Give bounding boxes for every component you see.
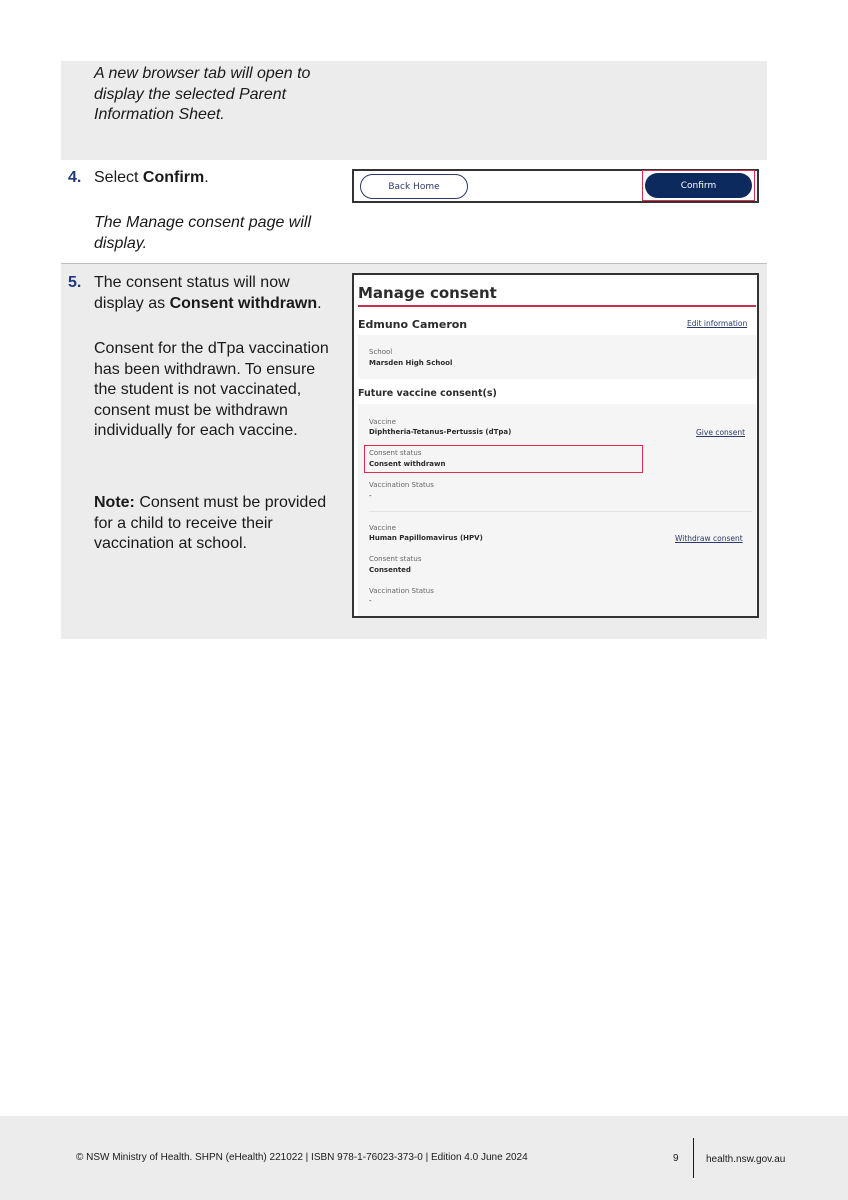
vaccine-label: Vaccine [369,418,396,426]
consent-withdrawn-keyword: Consent withdrawn [169,294,318,312]
vaccine-value: Diphtheria-Tetanus-Pertussis (dTpa) [369,428,512,436]
school-label: School [369,348,393,356]
step-instruction: The consent status will now display as Consent withdrawn. [94,274,322,312]
footer-divider [693,1138,694,1178]
edit-information-link[interactable]: Edit information [687,319,748,328]
withdrawal-explanation: Consent for the dTpa vaccination has been withdrawn. To ensure the student is not vaccinated, consent must be withdrawn individually for each vaccine. [94,340,329,439]
confirm-screenshot [352,169,759,203]
instruction-step-4 [61,160,767,264]
consent-status-value: Consent withdrawn [369,460,446,468]
vaccination-status-value: - [369,597,372,605]
step-result-note: The Manage consent page will display. [94,214,312,252]
consent-status-value: Consented [369,566,411,574]
vaccine-value: Human Papillomavirus (HPV) [369,534,483,542]
website-link[interactable]: health.nsw.gov.au [706,1154,786,1165]
vaccination-status-label: Vaccination Status [369,587,434,595]
consent-note: Note: Consent must be provided for a child to receive their vaccination at school. [94,494,327,552]
vaccination-status-label: Vaccination Status [369,481,434,489]
school-value: Marsden High School [369,359,453,367]
consent-status-label: Consent status [369,449,422,457]
vaccine-label: Vaccine [369,524,396,532]
student-name: Edmuno Cameron [358,318,468,331]
vaccination-status-value: - [369,492,372,500]
consent-status-label: Consent status [369,555,422,563]
school-panel [358,335,756,379]
step-number: 4. [68,169,82,186]
note-label: Note: [94,494,135,511]
give-consent-link[interactable]: Give consent [696,428,746,437]
instruction-row-continued [61,61,767,160]
section-title: Future vaccine consent(s) [358,388,497,399]
parent-info-note: A new browser tab will open to display the selected Parent Information Sheet. [94,65,311,123]
page-footer [0,1116,848,1200]
manage-consent-screenshot [352,273,759,618]
page-title: Manage consent [358,284,497,302]
title-divider [358,305,756,307]
step-number: 5. [68,274,82,291]
confirm-button[interactable]: Confirm [645,173,752,198]
page-number: 9 [673,1153,679,1164]
back-home-button[interactable]: Back Home [360,174,468,199]
instruction-step-5 [61,264,767,639]
copyright-text: © NSW Ministry of Health. SHPN (eHealth) 221022 | ISBN 978-1-76023-373-0 | Edition 4.0 June 2024 [76,1152,528,1163]
step-instruction: Select Confirm. [94,169,209,186]
withdraw-consent-link[interactable]: Withdraw consent [675,534,743,543]
vaccine-divider [369,511,752,512]
confirm-keyword: Confirm [142,169,205,186]
